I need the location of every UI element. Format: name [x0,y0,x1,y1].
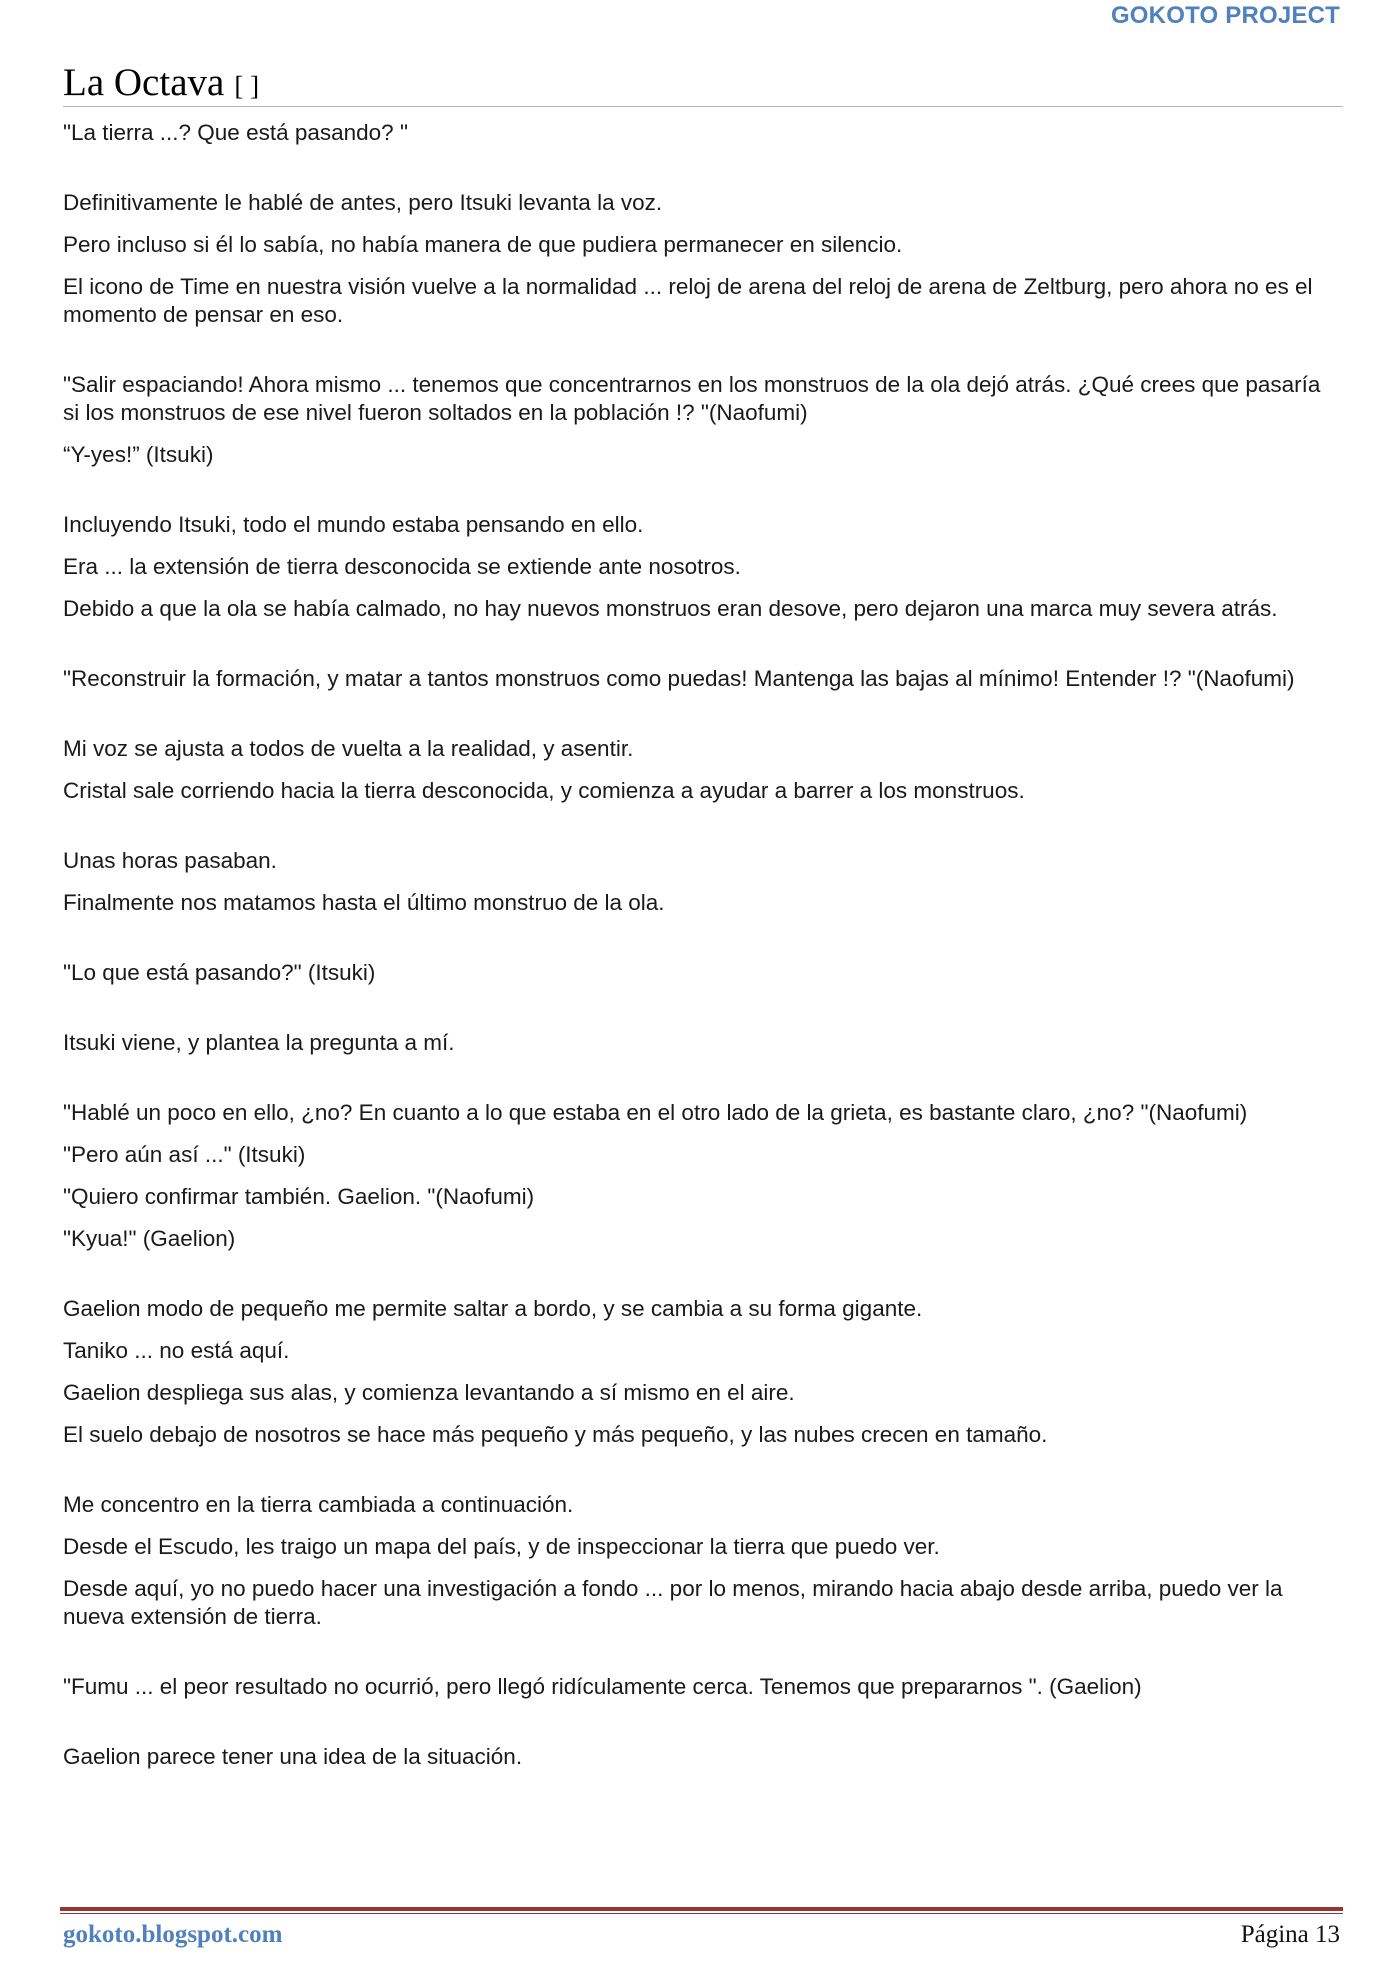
blank-line [63,1071,1338,1099]
page-number: Página 13 [1240,1921,1340,1948]
paragraph: "Fumu ... el peor resultado no ocurrió, pero llegó ridículamente cerca. Tenemos que prepararnos ". (Gaelion) [63,1674,1142,1699]
blank-line [63,707,1338,735]
chapter-bracket: [ ] [234,71,260,101]
blank-line [63,1267,1338,1295]
blank-line [63,1001,1338,1029]
paragraph: Desde el Escudo, les traigo un mapa del país, y de inspeccionar la tierra que puedo ver. [63,1534,940,1559]
chapter-title: La Octava [63,61,225,104]
paragraph: Taniko ... no está aquí. [63,1338,290,1363]
paragraph: Itsuki viene, y plantea la pregunta a mí. [63,1030,455,1055]
paragraph: "Kyua!" (Gaelion) [63,1226,236,1251]
blank-line [63,819,1338,847]
paragraph: Gaelion modo de pequeño me permite saltar a bordo, y se cambia a su forma gigante. [63,1296,923,1321]
footer-blog-link[interactable]: gokoto.blogspot.com [63,1921,283,1948]
paragraph: "La tierra ...? Que está pasando? " [63,120,408,145]
paragraph: Gaelion despliega sus alas, y comienza levantando a sí mismo en el aire. [63,1380,795,1405]
paragraph: Mi voz se ajusta a todos de vuelta a la realidad, y asentir. [63,736,634,761]
paragraph: Era ... la extensión de tierra desconocida se extiende ante nosotros. [63,554,741,579]
body-text [63,119,1338,1785]
blank-line [63,161,1338,189]
blank-line [63,637,1338,665]
blank-line [63,1715,1338,1743]
paragraph: "Lo que está pasando?" (Itsuki) [63,960,376,985]
paragraph: "Salir espaciando! Ahora mismo ... tenemos que concentrarnos en los monstruos de la ola dejó atrás. ¿Qué crees que pasaría si los monstruos de ese nivel fueron soltados en la población !? "(Naofumi) [63,372,1321,425]
paragraph: "Quiero confirmar también. Gaelion. "(Naofumi) [63,1184,535,1209]
paragraph: “Y-yes!” (Itsuki) [63,442,214,467]
paragraph: Pero incluso si él lo sabía, no había manera de que pudiera permanecer en silencio. [63,232,903,257]
title-divider [63,106,1343,107]
paragraph: El suelo debajo de nosotros se hace más pequeño y más pequeño, y las nubes crecen en tamaño. [63,1422,1048,1447]
paragraph: Gaelion parece tener una idea de la situación. [63,1744,523,1769]
paragraph: Finalmente nos matamos hasta el último monstruo de la ola. [63,890,665,915]
chapter-heading [63,60,1343,105]
paragraph: Definitivamente le hablé de antes, pero Itsuki levanta la voz. [63,190,663,215]
paragraph: Desde aquí, yo no puedo hacer una investigación a fondo ... por lo menos, mirando hacia abajo desde arriba, puedo ver la nueva extensión de tierra. [63,1576,1283,1629]
blank-line [63,1645,1338,1673]
paragraph: Incluyendo Itsuki, todo el mundo estaba pensando en ello. [63,512,644,537]
paragraph: "Pero aún así ..." (Itsuki) [63,1142,306,1167]
footer-divider-thin [60,1913,1343,1914]
blank-line [63,343,1338,371]
paragraph: Cristal sale corriendo hacia la tierra desconocida, y comienza a ayudar a barrer a los monstruos. [63,778,1025,803]
paragraph: El icono de Time en nuestra visión vuelve a la normalidad ... reloj de arena del reloj de arena de Zeltburg, pero ahora no es el momento de pensar en eso. [63,274,1313,327]
paragraph: Debido a que la ola se había calmado, no hay nuevos monstruos eran desove, pero dejaron una marca muy severa atrás. [63,596,1278,621]
blank-line [63,483,1338,511]
paragraph: "Hablé un poco en ello, ¿no? En cuanto a lo que estaba en el otro lado de la grieta, es bastante claro, ¿no? "(Naofumi) [63,1100,1248,1125]
blank-line [63,1463,1338,1491]
paragraph: "Reconstruir la formación, y matar a tantos monstruos como puedas! Mantenga las bajas al mínimo! Entender !? "(Naofumi) [63,666,1295,691]
paragraph: Unas horas pasaban. [63,848,277,873]
footer-divider-thick [60,1907,1343,1911]
blank-line [63,931,1338,959]
brand-header: GOKOTO PROJECT [1110,2,1340,29]
paragraph: Me concentro en la tierra cambiada a continuación. [63,1492,574,1517]
